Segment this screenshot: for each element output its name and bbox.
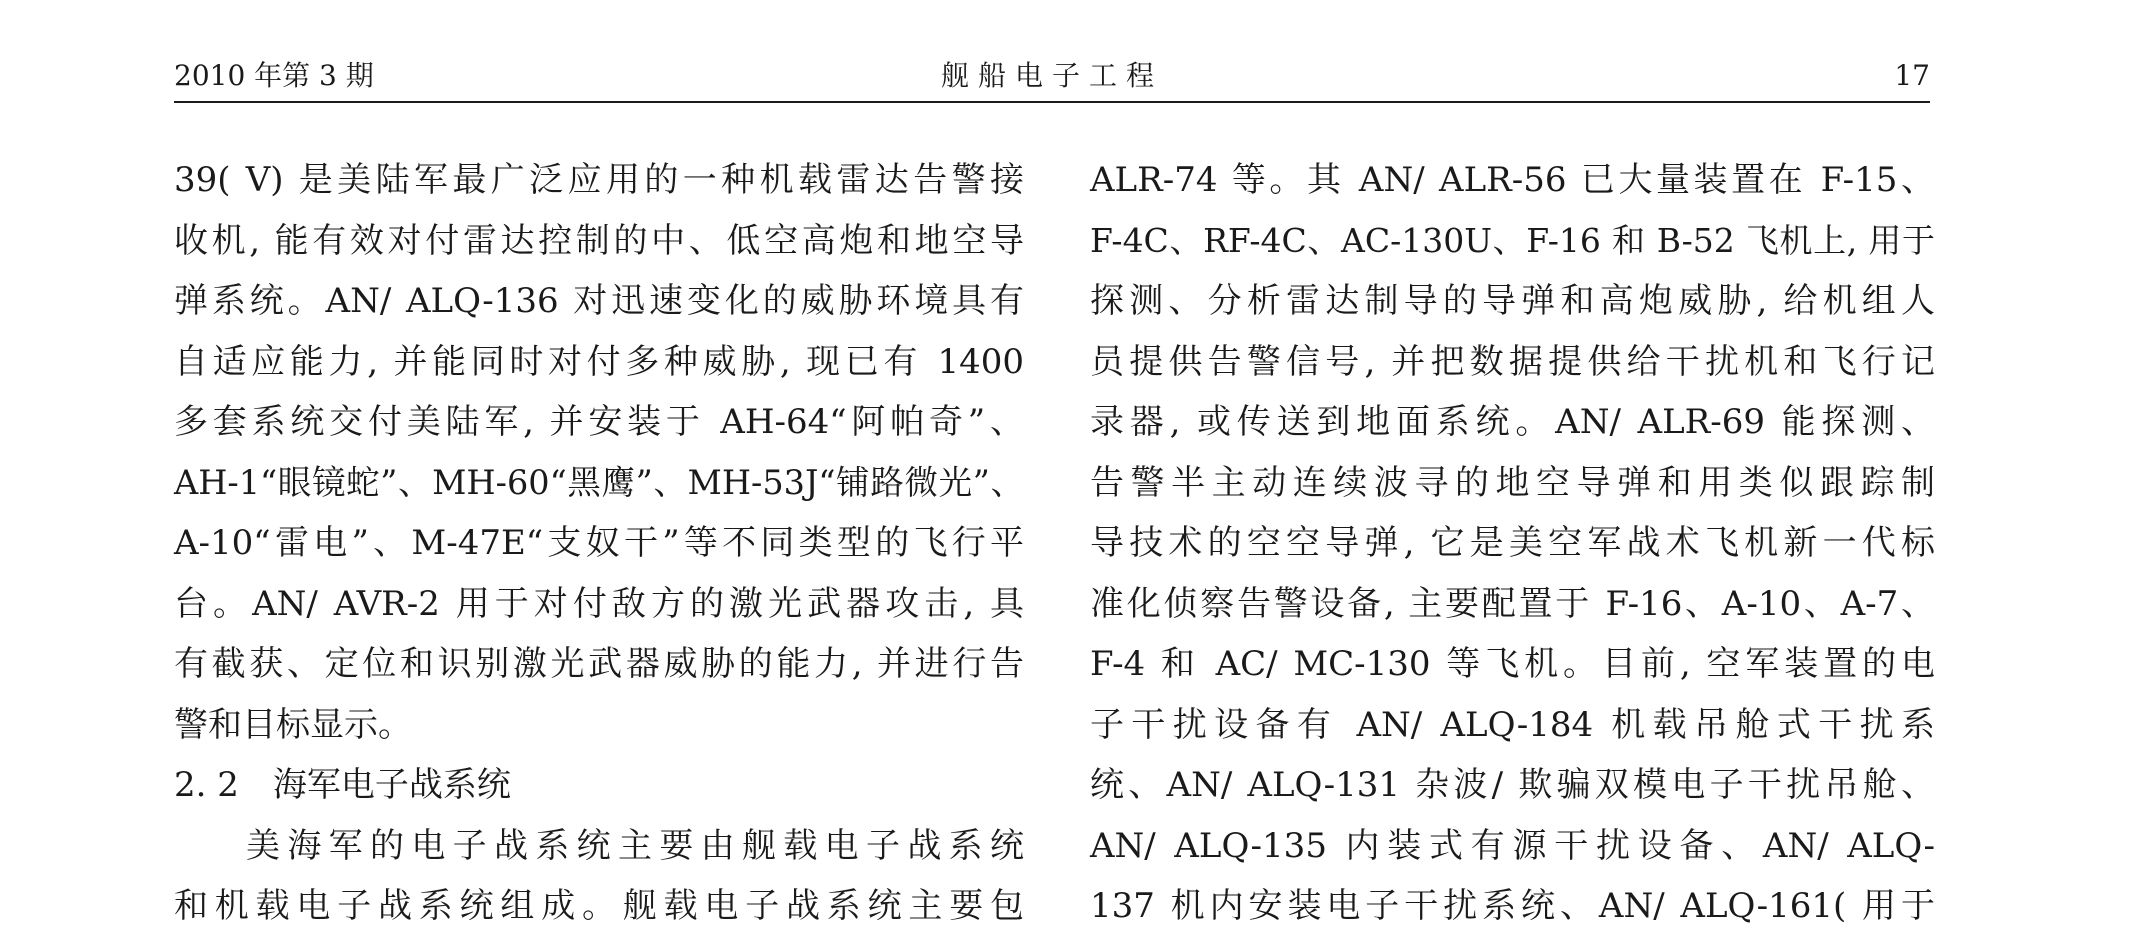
issue-label: 2010 年第 3 期 [174,59,374,92]
header-rule [174,101,1930,103]
body-line: F-4C、RF-4C、AC-130U、F-16 和 B-52 飞机上, 用于 [1090,220,1935,260]
body-line: 准化侦察告警设备, 主要配置于 F-16、A-10、A-7、 [1090,583,1935,624]
running-header [174,56,1930,96]
body-line: 收机, 能有效对付雷达控制的中、低空高炮和地空导 [174,220,1024,261]
body-line: 员提供告警信号, 并把数据提供给干扰机和飞行记 [1090,341,1935,382]
body-line: 统、AN/ ALQ-131 杂波/ 欺骗双模电子干扰吊舱、 [1090,765,1935,805]
right-column [1090,150,1935,937]
section-heading: 2. 2 海军电子战系统 [174,765,511,805]
body-line: F-4 和 AC/ MC-130 等飞机。目前, 空军装置的电 [1090,644,1935,684]
body-line: 告警半主动连续波寻的地空导弹和用类似跟踪制 [1090,462,1935,503]
body-line: AN/ ALQ-135 内装式有源干扰设备、AN/ ALQ- [1090,825,1935,866]
body-line: 台。AN/ AVR-2 用于对付敌方的激光武器攻击, 具 [174,583,1024,624]
body-line: ALR-74 等。其 AN/ ALR-56 已大量装置在 F-15、 [1090,160,1935,200]
body-line: A-10“雷电”、M-47E“支奴干”等不同类型的飞行平 [174,523,1024,563]
body-line: 警和目标显示。 [174,704,412,745]
body-line: 导技术的空空导弹, 它是美空军战术飞机新一代标 [1090,523,1935,563]
body-line: 137 机内安装电子干扰系统、AN/ ALQ-161( 用于 [1090,886,1935,926]
page-number: 17 [1894,59,1930,92]
body-line: 多套系统交付美陆军, 并安装于 AH-64“阿帕奇”、 [174,402,1024,442]
body-line: 弹系统。AN/ ALQ-136 对迅速变化的威胁环境具有 [174,281,1024,321]
body-line: 有截获、定位和识别激光武器威胁的能力, 并进行告 [174,644,1024,684]
body-line: 和机载电子战系统组成。舰载电子战系统主要包 [174,886,1024,926]
body-line: 探测、分析雷达制导的导弹和高炮威胁, 给机组人 [1090,281,1935,321]
left-column [174,150,1024,937]
body-line: 录器, 或传送到地面系统。AN/ ALR-69 能探测、 [1090,402,1935,442]
body-line: 39( V) 是美陆军最广泛应用的一种机载雷达告警接 [174,160,1024,200]
body-line: AH-1“眼镜蛇”、MH-60“黑鹰”、MH-53J“铺路微光”、 [174,462,1024,502]
body-line: 子干扰设备有 AN/ ALQ-184 机载吊舱式干扰系 [1090,704,1935,745]
body-line: 自适应能力, 并能同时对付多种威胁, 现已有 1400 [174,341,1024,382]
journal-title: 舰船电子工程 [940,59,1163,92]
body-line: 美海军的电子战系统主要由舰载电子战系统 [246,825,1024,866]
